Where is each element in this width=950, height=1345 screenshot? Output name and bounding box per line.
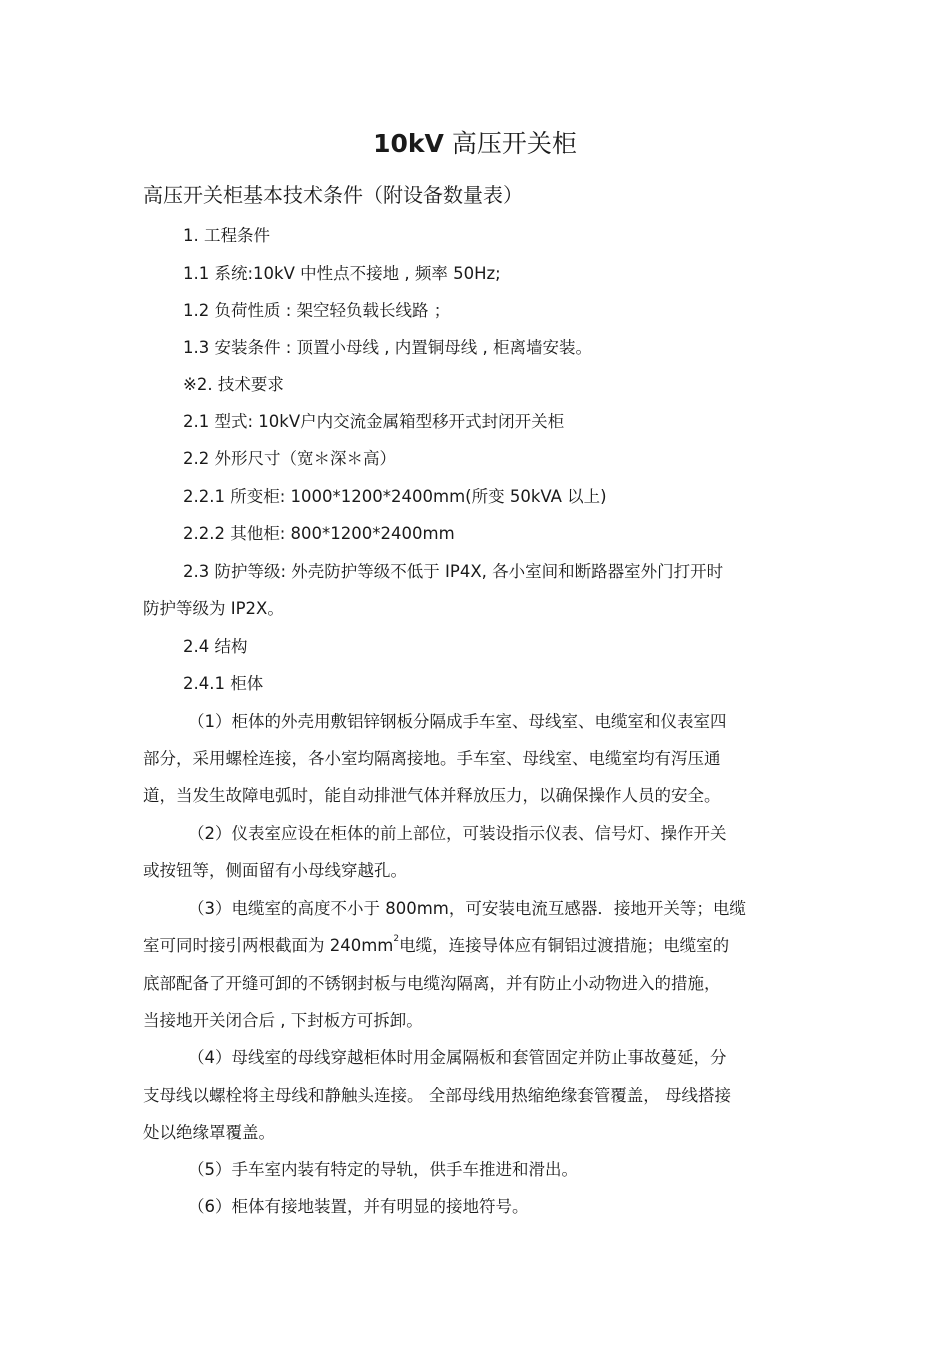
paragraph-line: （2）仪表室应设在柜体的前上部位，可装设指示仪表、信号灯、操作开关 xyxy=(188,824,727,843)
title-voltage: 10kV xyxy=(373,129,444,158)
paragraph-line: （6）柜体有接地装置，并有明显的接地符号。 xyxy=(188,1197,529,1216)
paragraph-line: 2.2.2 其他柜: 800*1200*2400mm xyxy=(183,524,455,543)
paragraph-line: 2.4.1 柜体 xyxy=(183,674,264,693)
paragraph-line: 1.1 系统:10kV 中性点不接地 , 频率 50Hz; xyxy=(183,264,501,283)
paragraph-line: （3）电缆室的高度不小于 800mm，可安装电流互感器．接地开关等；电缆 xyxy=(188,899,746,918)
paragraph-line: 1.3 安装条件 : 顶置小母线 , 内置铜母线 , 柜离墙安装。 xyxy=(183,338,593,357)
line-text: 电缆，连接导体应有铜铝过渡措施；电缆室的 xyxy=(399,936,730,955)
paragraph-line: 底部配备了开缝可卸的不锈钢封板与电缆沟隔离，并有防止小动物进入的措施， xyxy=(143,974,721,993)
paragraph-line: 支母线以螺栓将主母线和静触头连接。 全部母线用热缩绝缘套管覆盖， 母线搭接 xyxy=(143,1086,731,1105)
document-subtitle: 高压开关柜基本技术条件（附设备数量表） xyxy=(143,183,523,207)
paragraph-line: 2.2 外形尺寸（宽＊深＊高） xyxy=(183,449,396,468)
document-title xyxy=(0,127,950,161)
paragraph-line: 或按钮等，侧面留有小母线穿越孔。 xyxy=(143,861,407,880)
paragraph-line: 防护等级为 IP2X。 xyxy=(143,599,284,618)
title-text: 高压开关柜 xyxy=(443,129,577,158)
paragraph-line: （5）手车室内装有特定的导轨，供手车推进和滑出。 xyxy=(188,1160,578,1179)
paragraph-line: 当接地开关闭合后 , 下封板方可拆卸。 xyxy=(143,1011,423,1030)
paragraph-line: 1.2 负荷性质 : 架空轻负载长线路 ； xyxy=(183,301,451,320)
paragraph-line xyxy=(143,934,729,958)
paragraph-line: 2.4 结构 xyxy=(183,637,248,656)
section-heading: ※2. 技术要求 xyxy=(183,375,284,394)
paragraph-line: 处以绝缘罩覆盖。 xyxy=(143,1123,275,1142)
line-text: 室可同时接引两根截面为 240mm xyxy=(143,936,394,955)
paragraph-line: 部分，采用螺栓连接，各小室均隔离接地。手车室、母线室、电缆室均有泻压通 xyxy=(143,749,721,768)
paragraph-line: 2.2.1 所变柜: 1000*1200*2400mm(所变 50kVA 以上) xyxy=(183,487,607,506)
paragraph-line: （4）母线室的母线穿越柜体时用金属隔板和套管固定并防止事故蔓延，分 xyxy=(188,1048,727,1067)
section-heading: 1. 工程条件 xyxy=(183,226,270,245)
paragraph-line: 2.3 防护等级: 外壳防护等级不低于 IP4X, 各小室间和断路器室外门打开时 xyxy=(183,562,724,581)
paragraph-line: （1）柜体的外壳用敷铝锌钢板分隔成手车室、母线室、电缆室和仪表室四 xyxy=(188,712,727,731)
superscript: 2 xyxy=(393,933,400,944)
paragraph-line: 2.1 型式: 10kV户内交流金属箱型移开式封闭开关柜 xyxy=(183,412,565,431)
paragraph-line: 道，当发生故障电弧时，能自动排泄气体并释放压力，以确保操作人员的安全。 xyxy=(143,786,721,805)
